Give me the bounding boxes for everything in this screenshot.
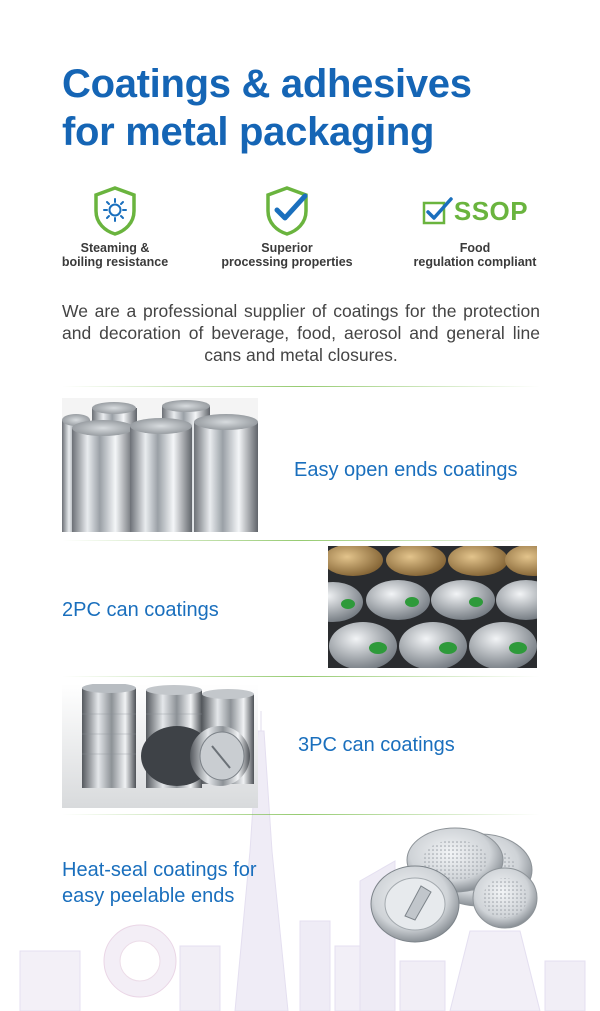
divider [62, 540, 540, 541]
page-title [62, 60, 562, 156]
feature-processing [202, 186, 372, 269]
feature-steaming [30, 186, 200, 269]
divider [62, 676, 540, 677]
can-tops-photo [328, 546, 537, 668]
section-label-easy-open-ends: Easy open ends coatings [294, 459, 518, 481]
shield-check-icon [265, 186, 309, 236]
section-label-heat-seal: Heat-seal coatings for easy peelable ends [62, 859, 257, 907]
feature-label: Food regulation compliant [413, 241, 537, 269]
section-label-2pc: 2PC can coatings [62, 599, 219, 621]
feature-food-compliance [390, 186, 560, 269]
aluminum-cans-photo [62, 398, 258, 532]
feature-label: Steaming & boiling resistance [61, 241, 169, 269]
section-label-3pc: 3PC can coatings [298, 734, 455, 756]
ssop-check-icon [422, 197, 454, 225]
intro-paragraph: We are a professional supplier of coatings for the protection and decoration of beverage, food, aerosol and general line cans and metal closures. [62, 301, 540, 365]
title-line-1: Coatings & adhesives [62, 62, 472, 106]
divider [62, 814, 540, 815]
divider [62, 386, 540, 387]
peelable-ends-photo [355, 820, 540, 944]
tin-cans-photo [62, 684, 258, 808]
shield-sun-icon [93, 186, 137, 236]
title-line-2: for metal packaging [62, 110, 435, 154]
ssop-badge: SSOP [453, 195, 529, 226]
feature-label: Superior processing properties [221, 241, 353, 269]
